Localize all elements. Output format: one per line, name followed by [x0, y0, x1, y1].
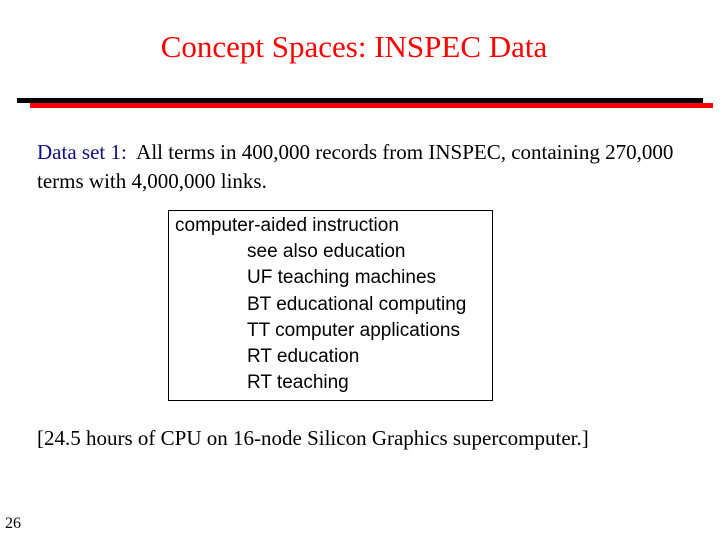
dataset-text: All terms in 400,000 records from INSPEC, containing 270,000 terms with 4,000,000 links. [37, 140, 674, 193]
page-number: 26 [5, 515, 21, 532]
title-underline-red [30, 103, 713, 108]
relation-rt-education: RT education [247, 346, 360, 368]
relation-uf: UF teaching machines [247, 267, 437, 289]
cpu-note: [24.5 hours of CPU on 16-node Silicon Graphics supercomputer.] [37, 426, 589, 450]
thesaurus-relations [247, 239, 466, 397]
relation-rt-teaching: RT teaching [247, 372, 349, 394]
dataset-description [37, 138, 707, 196]
slide-title: Concept Spaces: INSPEC Data [160, 29, 548, 64]
dataset-label: Data set 1: [37, 140, 127, 164]
relation-bt: BT educational computing [247, 293, 467, 315]
relation-see-also: see also education [247, 241, 406, 262]
thesaurus-head-term: computer-aided instruction [175, 215, 399, 236]
relation-tt: TT computer applications [247, 319, 460, 341]
thesaurus-entry-box [168, 210, 493, 401]
